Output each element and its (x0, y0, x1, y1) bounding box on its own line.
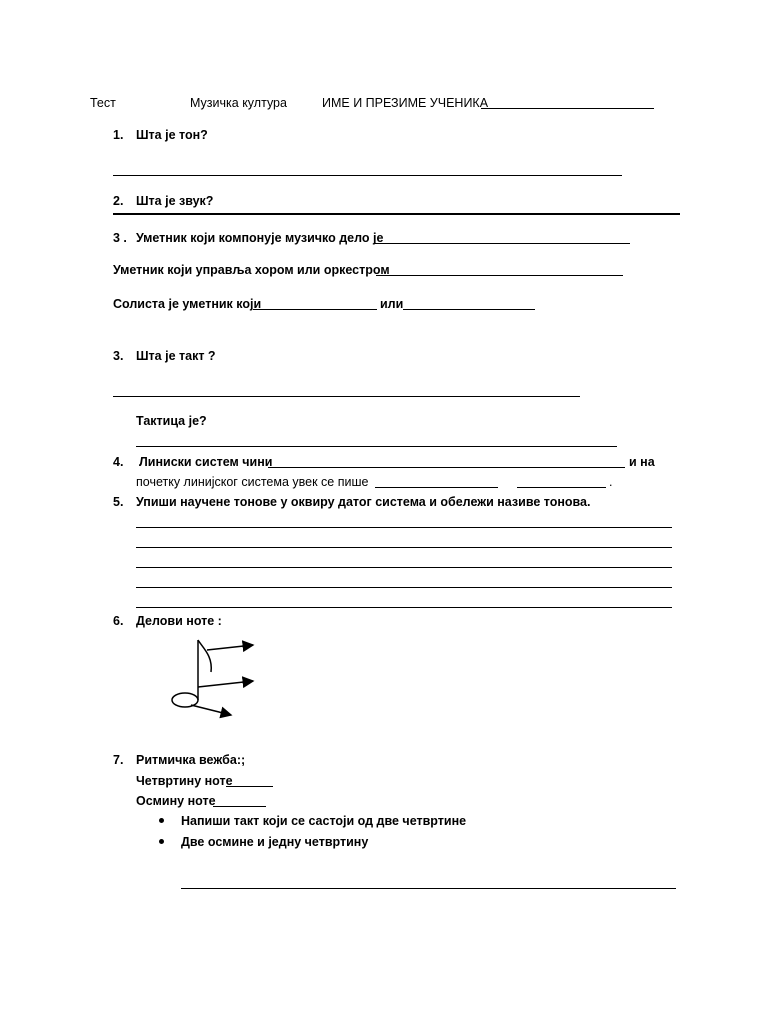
arrow-stem (198, 681, 253, 687)
staff-line (136, 567, 672, 568)
q1-number: 1. (113, 128, 124, 142)
q3c-text: Солиста је уметник који (113, 297, 262, 311)
q4-blank-1[interactable] (268, 467, 625, 468)
q6-text: Делови ноте : (136, 614, 222, 628)
q3a-blank[interactable] (374, 243, 630, 244)
staff-line (136, 587, 672, 588)
q4-line2: почетку линијског система увек се пише (136, 475, 369, 489)
q2-number: 2. (113, 194, 124, 208)
q3t-number: 3. (113, 349, 124, 363)
q3a-number: 3 . (113, 231, 127, 245)
header-test: Тест (90, 96, 116, 110)
q7-text: Ритмичка вежба:; (136, 753, 246, 767)
q4-text: Линиски систем чини (139, 455, 273, 469)
eighth-note-diagram-icon (165, 632, 265, 724)
q3b-text: Уметник који управља хором или оркестром (113, 263, 390, 277)
arrow-head (191, 705, 231, 715)
name-blank[interactable] (481, 108, 654, 109)
q3a-text: Уметник који компонује музичко дело је (136, 231, 384, 245)
q7-eighth-blank[interactable] (213, 806, 266, 807)
q7-bullet-2: Две осмине и једну четвртину (181, 835, 369, 849)
bullet-dot (159, 818, 164, 823)
q2-answer-line[interactable] (113, 213, 680, 215)
q5-text: Упиши научене тонове у оквиру датог система и обележи називе тонова. (136, 495, 591, 509)
q7-quarter: Четвртину ноте (136, 774, 233, 788)
staff-line (136, 547, 672, 548)
q4-end: . (609, 475, 613, 489)
q3c-blank-1[interactable] (253, 309, 377, 310)
q5-number: 5. (113, 495, 124, 509)
note-head (172, 693, 198, 707)
bullet-dot (159, 839, 164, 844)
q3t-answer-line[interactable] (113, 396, 580, 397)
header-name-label: ИМЕ И ПРЕЗИМЕ УЧЕНИКА (322, 96, 489, 110)
q7-quarter-blank[interactable] (226, 786, 273, 787)
staff-line (136, 527, 672, 528)
header-subject: Музичка култура (190, 96, 287, 110)
q7-number: 7. (113, 753, 124, 767)
q4-number: 4. (113, 455, 124, 469)
q3b-blank[interactable] (376, 275, 623, 276)
q1-answer-line[interactable] (113, 175, 622, 176)
taktica-text: Тактица је? (136, 414, 207, 428)
q2-text: Шта је звук? (136, 194, 214, 208)
arrow-flag (207, 645, 253, 650)
q7-bullet-1: Напиши такт који се састоји од две четвртине (181, 814, 467, 828)
q6-number: 6. (113, 614, 124, 628)
q3c-blank-2[interactable] (403, 309, 535, 310)
q4-blank-3[interactable] (517, 487, 606, 488)
note-flag (198, 640, 211, 672)
q4-tail: и на (629, 455, 655, 469)
q1-text: Шта је тон? (136, 128, 208, 142)
staff-line (136, 607, 672, 608)
q3t-text: Шта је такт ? (136, 349, 216, 363)
taktica-answer-line[interactable] (136, 446, 617, 447)
q3c-or: или (380, 297, 404, 311)
q7-answer-line[interactable] (181, 888, 676, 889)
q7-eighth: Осмину ноте (136, 794, 216, 808)
q4-blank-2[interactable] (375, 487, 498, 488)
